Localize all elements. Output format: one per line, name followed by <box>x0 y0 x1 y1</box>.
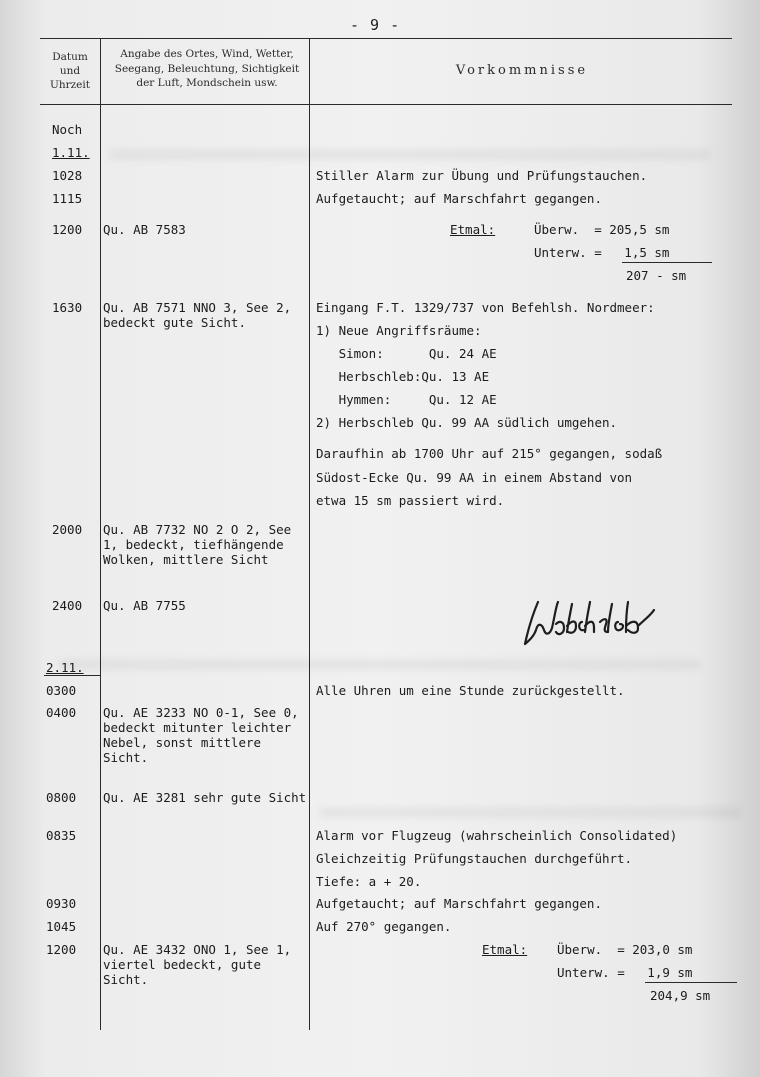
location-entry: Qu. AB 7583 <box>103 222 186 237</box>
event-line: Simon: Qu. 24 AE <box>316 346 497 361</box>
event-line: Daraufhin ab 1700 Uhr auf 215° gegangen, sodaß <box>316 446 663 461</box>
etmal-overwater: Überw. = 205,5 sm <box>534 222 670 237</box>
header-location-line: Seegang, Beleuchtung, Sichtigkeit <box>114 62 300 75</box>
table-top-rule <box>40 38 732 39</box>
time-entry: 2000 <box>52 522 83 537</box>
header-datum-line: Uhrzeit <box>50 79 90 91</box>
location-entry: Qu. AE 3233 NO 0-1, See 0, bedeckt mitunter leichter Nebel, sonst mittlere Sicht. <box>103 705 299 765</box>
header-location-line: Angabe des Ortes, Wind, Wetter, <box>120 48 294 60</box>
location-entry: Qu. AE 3281 sehr gute Sicht <box>103 790 307 805</box>
column-divider-1 <box>100 38 101 1030</box>
etmal-sum-rule <box>645 982 737 983</box>
header-datum-line: Datum <box>52 51 88 63</box>
time-entry: 0300 <box>46 683 77 698</box>
event-entry: Aufgetaucht; auf Marschfahrt gegangen. <box>316 191 602 206</box>
event-line: Hymmen: Qu. 12 AE <box>316 392 497 407</box>
ink-smudge <box>110 150 710 159</box>
column-divider-2 <box>309 38 310 1030</box>
header-datum-line: und <box>59 65 81 77</box>
event-line: Tiefe: a + 20. <box>316 874 422 889</box>
etmal-total: 207 - sm <box>626 268 687 283</box>
ink-smudge <box>60 660 700 669</box>
etmal-underwater: Unterw. = 1,5 sm <box>534 245 670 260</box>
event-line: 2) Herbschleb Qu. 99 AA südlich umgehen. <box>316 415 618 430</box>
event-line: Südost-Ecke Qu. 99 AA in einem Abstand von <box>316 470 633 485</box>
header-location-line: der Luft, Mondschein usw. <box>136 77 278 89</box>
header-bottom-rule <box>40 104 732 105</box>
time-entry: 1200 <box>46 942 77 957</box>
time-entry: 0930 <box>46 896 77 911</box>
date-label: 1.11. <box>52 145 90 160</box>
etmal-label: Etmal: <box>482 942 528 957</box>
header-events: Vorkommnisse <box>455 63 589 78</box>
date-rule <box>44 675 100 676</box>
time-entry: 1028 <box>52 168 83 183</box>
etmal-sum-rule <box>622 262 712 263</box>
event-line: Eingang F.T. 1329/737 von Befehlsh. Nordmeer: <box>316 300 655 315</box>
signature-image <box>520 596 670 656</box>
etmal-underwater: Unterw. = 1,9 sm <box>557 965 693 980</box>
time-entry: 1115 <box>52 191 83 206</box>
time-entry: 0800 <box>46 790 77 805</box>
time-entry: 0835 <box>46 828 77 843</box>
event-line: Herbschleb:Qu. 13 AE <box>316 369 490 384</box>
event-line: 1) Neue Angriffsräume: <box>316 323 482 338</box>
noch-label: Noch <box>52 122 83 137</box>
time-entry: 1200 <box>52 222 83 237</box>
header-datum <box>40 50 100 92</box>
date-label: 2.11. <box>46 660 84 675</box>
header-location <box>103 47 311 91</box>
time-entry: 1630 <box>52 300 83 315</box>
location-entry: Qu. AE 3432 ONO 1, See 1, viertel bedeckt, gute Sicht. <box>103 942 292 987</box>
etmal-label: Etmal: <box>450 222 496 237</box>
event-line: Alarm vor Flugzeug (wahrscheinlich Consolidated) <box>316 828 678 843</box>
event-entry: Stiller Alarm zur Übung und Prüfungstauchen. <box>316 168 648 183</box>
time-entry: 2400 <box>52 598 83 613</box>
event-line: Gleichzeitig Prüfungstauchen durchgeführt. <box>316 851 633 866</box>
event-entry: Auf 270° gegangen. <box>316 919 452 934</box>
time-entry: 0400 <box>46 705 77 720</box>
event-entry: Alle Uhren um eine Stunde zurückgestellt. <box>316 683 625 698</box>
etmal-total: 204,9 sm <box>650 988 711 1003</box>
ink-smudge <box>320 808 740 817</box>
location-entry: Qu. AB 7732 NO 2 O 2, See 1, bedeckt, tiefhängende Wolken, mittlere Sicht <box>103 522 292 567</box>
time-entry: 1045 <box>46 919 77 934</box>
location-entry: Qu. AB 7571 NNO 3, See 2, bedeckt gute Sicht. <box>103 300 292 330</box>
location-entry: Qu. AB 7755 <box>103 598 186 613</box>
page-number: - 9 - <box>350 16 401 34</box>
event-line: etwa 15 sm passiert wird. <box>316 493 505 508</box>
event-entry: Aufgetaucht; auf Marschfahrt gegangen. <box>316 896 602 911</box>
etmal-overwater: Überw. = 203,0 sm <box>557 942 693 957</box>
